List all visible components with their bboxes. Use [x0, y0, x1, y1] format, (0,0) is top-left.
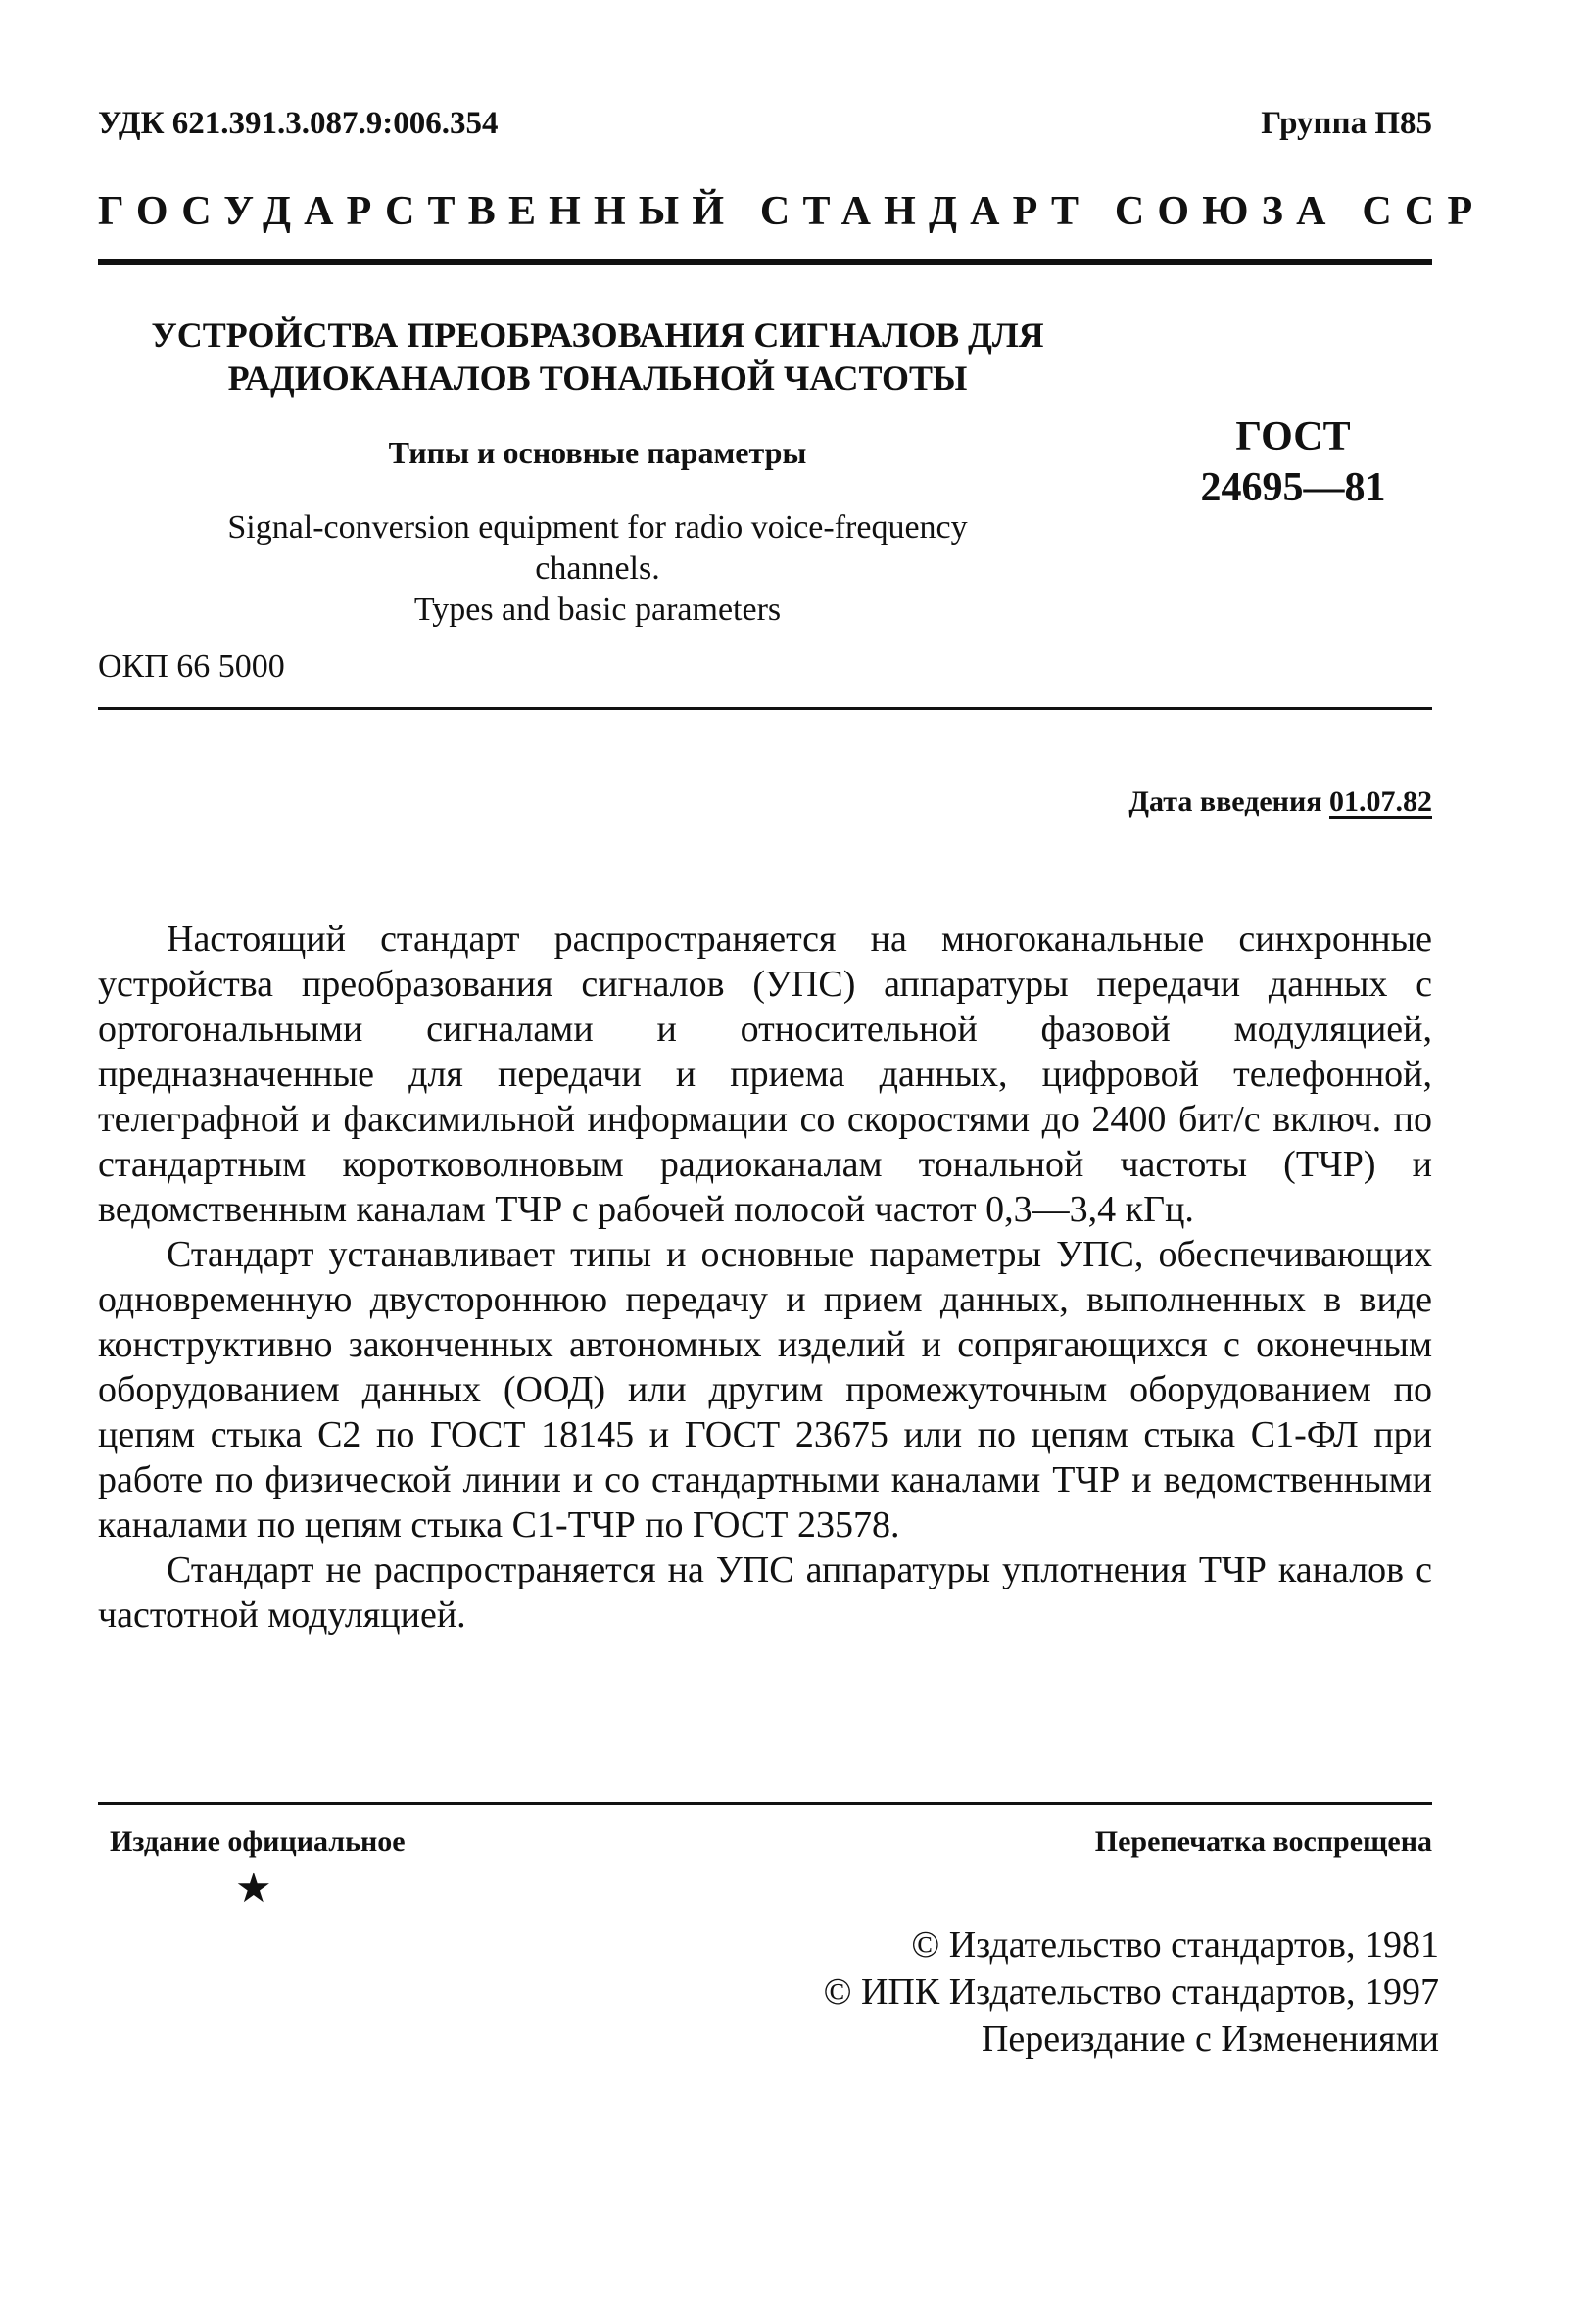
- introduction-date-label: Дата введения: [1128, 785, 1322, 818]
- english-title-line-1: Signal-conversion equipment for radio voice-frequency: [227, 509, 968, 545]
- copyright-block: [824, 1921, 1439, 2063]
- state-standard-heading: ГОСУДАРСТВЕННЫЙ СТАНДАРТ СОЮЗА ССР: [98, 189, 1486, 234]
- english-title-line-2: channels.: [535, 550, 660, 587]
- introduction-date: [1128, 785, 1432, 819]
- english-title: [98, 507, 1097, 631]
- body-paragraph-2: Стандарт устанавливает типы и основные параметры УПС, обеспечивающих одновременную двустороннюю передачу и прием данных, выполненных в виде конструктивно законченных автономных изделий и сопрягающихся с оконечным оборудованием данных (ООД) или другим промежуточным оборудованием по цепям стыка С2 по ГОСТ 18145 и ГОСТ 23675 или по цепям стыка С1-ФЛ при работе по физической линии и со стандартными каналами ТЧР и ведомственными каналами по цепям стыка С1-ТЧР по ГОСТ 23578.: [98, 1234, 1432, 1545]
- document-subtitle: Типы и основные параметры: [388, 435, 807, 470]
- body-paragraph-1: Настоящий стандарт распространяется на многоканальные синхронные устройства преобразования сигналов (УПС) аппаратуры передачи данных с ортогональными сигналами и относительной фазовой модуляцией, предназначенные для передачи и приема данных, цифровой телефонной, телеграфной и факсимильной информации со скоростями до 2400 бит/с включ. по стандартным коротковолновым радиоканалам тональной частоты (ТЧР) и ведомственным каналам ТЧР с рабочей полосой частот 0,3—3,4 кГц.: [98, 919, 1432, 1230]
- okp-code: ОКП 66 5000: [98, 648, 285, 685]
- header-divider: [98, 259, 1432, 265]
- title-line-1: УСТРОЙСТВА ПРЕОБРАЗОВАНИЯ СИГНАЛОВ ДЛЯ: [151, 315, 1044, 355]
- document-body: [98, 917, 1432, 1637]
- introduction-date-value: 01.07.82: [1329, 785, 1432, 818]
- copyright-1981: © Издательство стандартов, 1981: [911, 1924, 1439, 1966]
- official-edition-label: Издание официальное: [110, 1826, 406, 1858]
- english-title-line-3: Types and basic parameters: [413, 592, 782, 628]
- gost-number: 24695—81: [1200, 465, 1386, 510]
- group-code: Группа П85: [1261, 106, 1432, 141]
- gost-label: ГОСТ: [1235, 414, 1351, 459]
- title-line-2: РАДИОКАНАЛОВ ТОНАЛЬНОЙ ЧАСТОТЫ: [227, 358, 968, 398]
- star-icon: ★: [235, 1867, 272, 1912]
- title-divider: [98, 707, 1432, 710]
- udk-code: УДК 621.391.3.087.9:006.354: [98, 106, 499, 141]
- footer-divider: [98, 1802, 1432, 1805]
- reprint-prohibited-label: Перепечатка воспрещена: [1094, 1826, 1432, 1858]
- copyright-1997: © ИПК Издательство стандартов, 1997: [823, 1971, 1439, 2013]
- document-title: [98, 313, 1097, 400]
- reissue-note: Переиздание с Изменениями: [981, 2018, 1439, 2060]
- gost-designation: [1136, 411, 1450, 513]
- body-paragraph-3: Стандарт не распространяется на УПС аппаратуры уплотнения ТЧР каналов с частотной модуляцией.: [98, 1549, 1432, 1636]
